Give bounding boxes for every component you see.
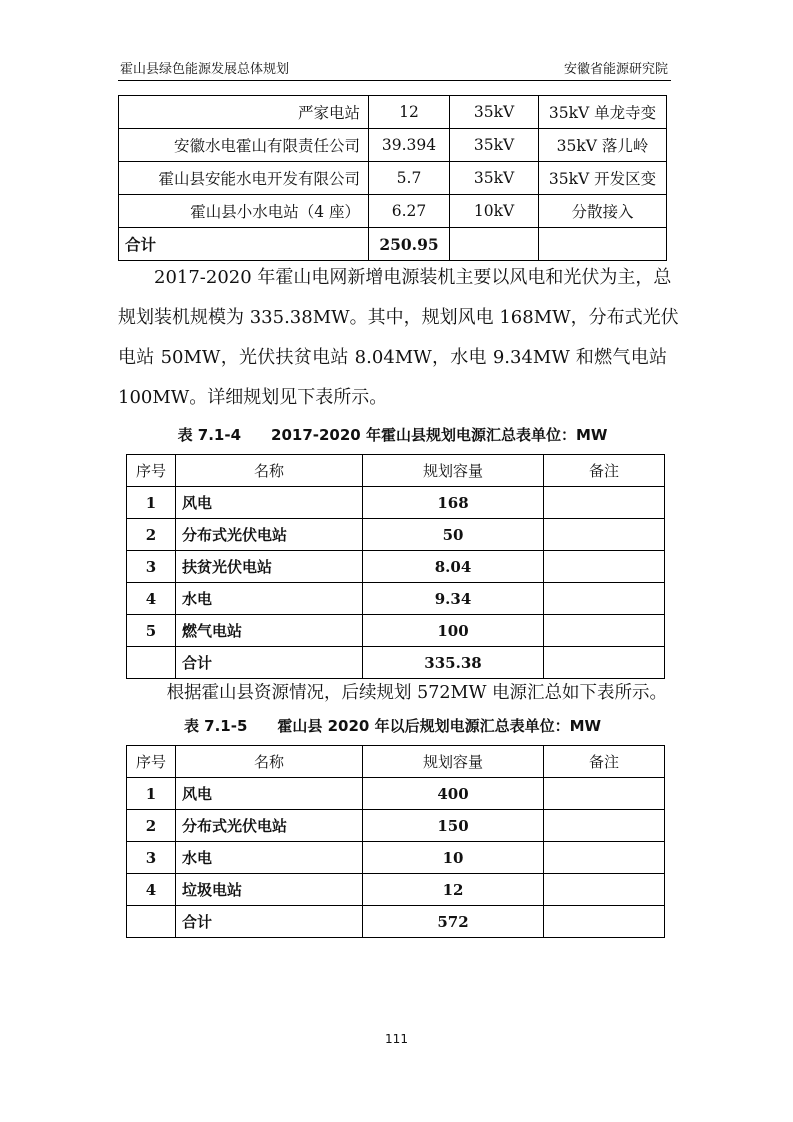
- header-remark: 备注: [544, 746, 665, 778]
- station-name-cell: 安徽水电霍山有限责任公司: [119, 129, 369, 162]
- row-name: 分布式光伏电站: [176, 810, 363, 842]
- table-row: [127, 551, 665, 583]
- table-row: [119, 162, 667, 195]
- connection-cell: 35kV 单龙寺变: [539, 96, 667, 129]
- planned-power-summary-table-after-2020: [126, 745, 665, 938]
- connection-cell: 35kV 开发区变: [539, 162, 667, 195]
- row-capacity: 50: [363, 519, 544, 551]
- body-paragraph: [118, 258, 679, 418]
- power-station-continuation-table: [118, 95, 667, 261]
- voltage-cell: 35kV: [450, 96, 539, 129]
- paragraph-line: 电站 50MW，光伏扶贫电站 8.04MW，水电 9.34MW 和燃气电站: [118, 347, 667, 368]
- row-capacity: 10: [363, 842, 544, 874]
- header-no: 序号: [127, 455, 176, 487]
- row-capacity: 9.34: [363, 583, 544, 615]
- table-row: [119, 96, 667, 129]
- header-remark: 备注: [544, 455, 665, 487]
- row-name: 扶贫光伏电站: [176, 551, 363, 583]
- row-capacity: 8.04: [363, 551, 544, 583]
- capacity-cell: 12: [369, 96, 450, 129]
- row-capacity: 12: [363, 874, 544, 906]
- connection-cell: 分散接入: [539, 195, 667, 228]
- table-header-row: [127, 746, 665, 778]
- total-row: [119, 228, 667, 261]
- row-remark: [544, 615, 665, 647]
- total-row: [127, 647, 665, 679]
- table-row: [127, 810, 665, 842]
- page-number: 111: [385, 1032, 408, 1046]
- capacity-cell: 5.7: [369, 162, 450, 195]
- paragraph-line: 2017-2020 年霍山电网新增电源装机主要以风电和光伏为主，总: [154, 267, 672, 288]
- row-name: 合计: [176, 647, 363, 679]
- row-no: 4: [127, 583, 176, 615]
- row-name: 水电: [176, 842, 363, 874]
- row-capacity: 150: [363, 810, 544, 842]
- row-name: 垃圾电站: [176, 874, 363, 906]
- table-caption-7-1-5: 表 7.1-5 霍山县 2020 年以后规划电源汇总表单位：MW: [183, 717, 602, 735]
- row-name: 水电: [176, 583, 363, 615]
- row-remark: [544, 647, 665, 679]
- table-row: [119, 195, 667, 228]
- row-capacity: 400: [363, 778, 544, 810]
- body-sentence: 根据霍山县资源情况，后续规划 572MW 电源汇总如下表所示。: [166, 683, 667, 703]
- row-remark: [544, 874, 665, 906]
- table-row: [127, 487, 665, 519]
- planned-power-summary-table-2017-2020: [126, 454, 665, 679]
- header-capacity: 规划容量: [363, 746, 544, 778]
- paragraph-line: 规划装机规模为 335.38MW。其中，规划风电 168MW，分布式光伏: [118, 307, 679, 328]
- connection-cell: 35kV 落儿岭: [539, 129, 667, 162]
- row-remark: [544, 842, 665, 874]
- row-no: 3: [127, 842, 176, 874]
- row-no: 1: [127, 778, 176, 810]
- header-no: 序号: [127, 746, 176, 778]
- row-remark: [544, 810, 665, 842]
- total-row: [127, 906, 665, 938]
- row-remark: [544, 519, 665, 551]
- row-capacity: 168: [363, 487, 544, 519]
- row-capacity: 100: [363, 615, 544, 647]
- row-remark: [544, 551, 665, 583]
- row-no: 5: [127, 615, 176, 647]
- table-caption-7-1-4: 表 7.1-4 2017-2020 年霍山县规划电源汇总表单位：MW: [177, 426, 608, 444]
- table-row: [127, 874, 665, 906]
- row-name: 风电: [176, 487, 363, 519]
- station-name-cell: 霍山县安能水电开发有限公司: [119, 162, 369, 195]
- table-row: [127, 615, 665, 647]
- table-header-row: [127, 455, 665, 487]
- row-remark: [544, 778, 665, 810]
- header-name: 名称: [176, 455, 363, 487]
- table-row: [127, 778, 665, 810]
- table-row: [127, 842, 665, 874]
- row-remark: [544, 906, 665, 938]
- total-label: 合计: [119, 228, 369, 261]
- table-row: [119, 129, 667, 162]
- row-name: 分布式光伏电站: [176, 519, 363, 551]
- capacity-cell: 6.27: [369, 195, 450, 228]
- voltage-cell: 10kV: [450, 195, 539, 228]
- voltage-cell: 35kV: [450, 129, 539, 162]
- capacity-cell: 39.394: [369, 129, 450, 162]
- row-no: 3: [127, 551, 176, 583]
- row-no: [127, 906, 176, 938]
- header-divider: [118, 80, 671, 81]
- row-no: 2: [127, 810, 176, 842]
- row-remark: [544, 583, 665, 615]
- row-no: [127, 647, 176, 679]
- row-remark: [544, 487, 665, 519]
- document-header-title: 霍山县绿色能源发展总体规划: [120, 62, 290, 77]
- table-row: [127, 583, 665, 615]
- paragraph-line: 100MW。详细规划见下表所示。: [118, 387, 388, 408]
- header-name: 名称: [176, 746, 363, 778]
- header-capacity: 规划容量: [363, 455, 544, 487]
- station-name-cell: 霍山县小水电站（4 座）: [119, 195, 369, 228]
- row-no: 2: [127, 519, 176, 551]
- row-name: 燃气电站: [176, 615, 363, 647]
- empty-cell: [450, 228, 539, 261]
- voltage-cell: 35kV: [450, 162, 539, 195]
- station-name-cell: 严家电站: [119, 96, 369, 129]
- row-name: 风电: [176, 778, 363, 810]
- row-no: 1: [127, 487, 176, 519]
- row-capacity: 572: [363, 906, 544, 938]
- empty-cell: [539, 228, 667, 261]
- document-header-organization: 安徽省能源研究院: [563, 62, 668, 77]
- row-capacity: 335.38: [363, 647, 544, 679]
- total-capacity: 250.95: [369, 228, 450, 261]
- row-name: 合计: [176, 906, 363, 938]
- table-row: [127, 519, 665, 551]
- row-no: 4: [127, 874, 176, 906]
